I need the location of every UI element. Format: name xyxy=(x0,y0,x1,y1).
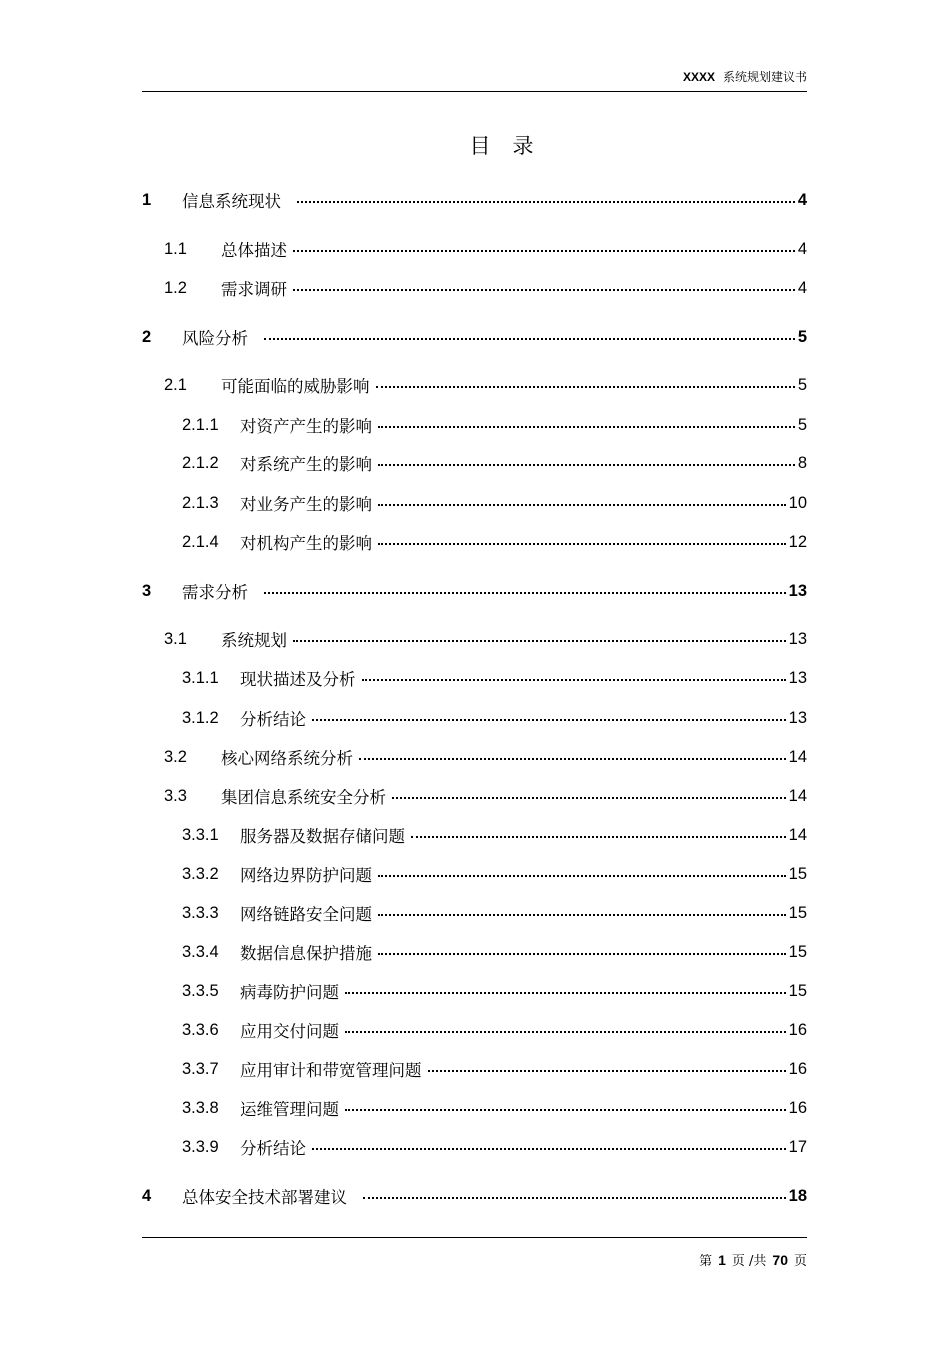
toc-entry[interactable] xyxy=(142,1057,807,1081)
toc-entry-number: 3.3.7 xyxy=(182,1059,219,1078)
toc-entry-page: 13 xyxy=(788,581,807,600)
toc-entry-title: 风险分析 xyxy=(182,329,248,348)
toc-leader-dots xyxy=(378,875,786,877)
toc-entry[interactable] xyxy=(142,901,807,925)
toc-entry-title: 系统规划 xyxy=(221,631,287,650)
toc-entry-title: 运维管理问题 xyxy=(240,1100,339,1119)
toc-entry[interactable] xyxy=(142,706,807,730)
toc-leader-dots xyxy=(363,1197,786,1199)
toc-entry-title: 信息系统现状 xyxy=(182,192,281,211)
toc-entry[interactable] xyxy=(142,413,807,437)
toc-entry-number: 3.3.9 xyxy=(182,1137,219,1156)
toc-entry-page: 15 xyxy=(788,864,807,883)
toc-leader-dots xyxy=(293,640,786,642)
toc-entry-number: 2.1.3 xyxy=(182,493,219,512)
toc-entry-number: 3 xyxy=(142,581,152,600)
toc-entry[interactable] xyxy=(142,373,807,397)
toc-entry-title: 应用交付问题 xyxy=(240,1022,339,1041)
toc-entry-number: 1.2 xyxy=(164,278,187,297)
footer-total-pages: 70 xyxy=(772,1252,788,1268)
toc-entry[interactable] xyxy=(142,451,807,475)
toc-entry-page: 5 xyxy=(797,327,807,346)
header-subtitle: 系统规划建议书 xyxy=(722,70,807,84)
toc-entry-number: 3.3.5 xyxy=(182,981,219,1000)
toc-entry[interactable] xyxy=(142,745,807,769)
footer-prefix: 第 xyxy=(699,1254,713,1269)
toc-entry-title: 核心网络系统分析 xyxy=(221,749,353,768)
toc-leader-dots xyxy=(392,797,786,799)
toc-entry-page: 13 xyxy=(788,668,807,687)
toc-leader-dots xyxy=(378,504,786,506)
toc-leader-dots xyxy=(378,914,786,916)
toc-entry-number: 3.3.1 xyxy=(182,825,219,844)
toc-entry-page: 18 xyxy=(788,1186,807,1205)
toc-entry-page: 12 xyxy=(788,532,807,551)
toc-entry-page: 13 xyxy=(788,629,807,648)
toc-leader-dots xyxy=(378,426,795,428)
toc-leader-dots xyxy=(378,464,795,466)
toc-entry-number: 3.2 xyxy=(164,747,187,766)
toc-entry-page: 5 xyxy=(797,415,807,434)
footer-divider xyxy=(142,1237,807,1238)
toc-leader-dots xyxy=(264,592,786,594)
toc-leader-dots xyxy=(378,953,786,955)
toc-entry-number: 2.1.1 xyxy=(182,415,219,434)
toc-entry-number: 3.1.2 xyxy=(182,708,219,727)
toc-entry-page: 14 xyxy=(788,786,807,805)
toc-entry-title: 分析结论 xyxy=(240,1139,306,1158)
toc-title: 目录 xyxy=(469,134,556,158)
toc-entry-number: 2.1 xyxy=(164,375,187,394)
toc-entry-title: 对资产产生的影响 xyxy=(240,417,372,436)
toc-entry-title: 需求分析 xyxy=(182,583,248,602)
toc-entry-number: 3.3.4 xyxy=(182,942,219,961)
toc-entry-number: 3.3.3 xyxy=(182,903,219,922)
toc-entry-number: 3.3.2 xyxy=(182,864,219,883)
toc-entry-title: 服务器及数据存储问题 xyxy=(240,827,405,846)
toc-leader-dots xyxy=(362,679,786,681)
toc-entry-number: 2.1.2 xyxy=(182,453,219,472)
toc-entry-page: 15 xyxy=(788,903,807,922)
toc-entry-number: 2 xyxy=(142,327,152,346)
toc-leader-dots xyxy=(345,1109,786,1111)
toc-entry[interactable] xyxy=(142,237,807,261)
toc-entry-title: 总体安全技术部署建议 xyxy=(182,1188,347,1207)
toc-entry-page: 14 xyxy=(788,825,807,844)
toc-entry-number: 4 xyxy=(142,1186,152,1205)
header-divider xyxy=(142,91,807,92)
toc-leader-dots xyxy=(411,836,786,838)
toc-entry-page: 16 xyxy=(788,1020,807,1039)
toc-leader-dots xyxy=(293,289,795,291)
toc-entry-title: 可能面临的威胁影响 xyxy=(221,377,370,396)
toc-entry[interactable] xyxy=(142,627,807,651)
toc-entry[interactable] xyxy=(142,979,807,1003)
toc-entry[interactable] xyxy=(142,784,807,808)
toc-entry[interactable] xyxy=(142,276,807,300)
toc-entry-number: 3.3.8 xyxy=(182,1098,219,1117)
toc-entry-page: 5 xyxy=(797,375,807,394)
toc-entry-title: 病毒防护问题 xyxy=(240,983,339,1002)
toc-entry[interactable] xyxy=(142,940,807,964)
toc-entry-title: 网络边界防护问题 xyxy=(240,866,372,885)
toc-entry-page: 15 xyxy=(788,942,807,961)
footer-middle: 页 /共 xyxy=(731,1254,767,1269)
header-brand: XXXX xyxy=(682,70,715,84)
toc-entry[interactable] xyxy=(142,1018,807,1042)
toc-entry-title: 集团信息系统安全分析 xyxy=(221,788,386,807)
toc-leader-dots xyxy=(378,543,786,545)
toc-entry-page: 14 xyxy=(788,747,807,766)
toc-entry-page: 4 xyxy=(797,239,807,258)
footer-current-page: 1 xyxy=(718,1252,726,1268)
toc-leader-dots xyxy=(297,201,795,203)
toc-leader-dots xyxy=(428,1070,786,1072)
toc-entry-title: 总体描述 xyxy=(221,241,287,260)
toc-entry-page: 8 xyxy=(797,453,807,472)
toc-entry[interactable] xyxy=(142,188,807,212)
toc-entry[interactable] xyxy=(142,1096,807,1120)
toc-entry-title: 应用审计和带宽管理问题 xyxy=(240,1061,422,1080)
toc-entry-page: 10 xyxy=(788,493,807,512)
toc-entry-title: 分析结论 xyxy=(240,710,306,729)
toc-entry-page: 15 xyxy=(788,981,807,1000)
toc-entry-page: 4 xyxy=(797,278,807,297)
toc-entry-number: 3.1.1 xyxy=(182,668,219,687)
toc-entry[interactable] xyxy=(142,666,807,690)
toc-entry-page: 4 xyxy=(797,190,807,209)
toc-entry-number: 3.1 xyxy=(164,629,187,648)
toc-leader-dots xyxy=(312,1148,786,1150)
toc-entry[interactable] xyxy=(142,1135,807,1159)
toc-entry[interactable] xyxy=(142,1184,807,1208)
toc-leader-dots xyxy=(345,1031,786,1033)
toc-entry-title: 现状描述及分析 xyxy=(240,670,356,689)
footer-suffix: 页 xyxy=(793,1254,807,1269)
toc-entry[interactable] xyxy=(142,862,807,886)
toc-leader-dots xyxy=(293,250,795,252)
toc-leader-dots xyxy=(359,758,786,760)
toc-entry-number: 3.3.6 xyxy=(182,1020,219,1039)
toc-entry-title: 对机构产生的影响 xyxy=(240,534,372,553)
toc-entry-page: 13 xyxy=(788,708,807,727)
toc-entry-title: 对业务产生的影响 xyxy=(240,495,372,514)
toc-entry-number: 1 xyxy=(142,190,152,209)
toc-leader-dots xyxy=(312,719,786,721)
toc-entry-title: 需求调研 xyxy=(221,280,287,299)
toc-entry-number: 2.1.4 xyxy=(182,532,219,551)
toc-entry-title: 数据信息保护措施 xyxy=(240,944,372,963)
toc-entry[interactable] xyxy=(142,579,807,603)
toc-leader-dots xyxy=(345,992,786,994)
toc-entry[interactable] xyxy=(142,491,807,515)
toc-entry[interactable] xyxy=(142,325,807,349)
toc-entry[interactable] xyxy=(142,530,807,554)
toc-entry-title: 对系统产生的影响 xyxy=(240,455,372,474)
toc-entry-page: 16 xyxy=(788,1098,807,1117)
page-header xyxy=(142,68,807,90)
toc-entry[interactable] xyxy=(142,823,807,847)
toc-entry-title: 网络链路安全问题 xyxy=(240,905,372,924)
toc-leader-dots xyxy=(376,386,795,388)
toc-entry-page: 17 xyxy=(788,1137,807,1156)
toc-entry-number: 1.1 xyxy=(164,239,187,258)
toc-leader-dots xyxy=(264,338,795,340)
toc-entry-page: 16 xyxy=(788,1059,807,1078)
page-footer xyxy=(142,1250,807,1269)
toc-entry-number: 3.3 xyxy=(164,786,187,805)
